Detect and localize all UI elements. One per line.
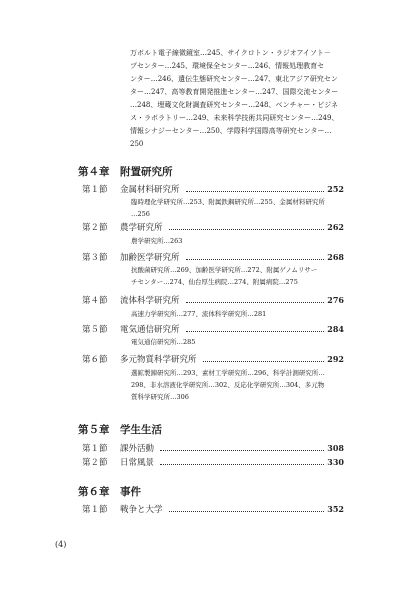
subsection-line: 選鉱製錬研究所…293、素材工学研究所…296、科学計測研究所…: [131, 369, 325, 377]
subsection-line: チセンター…274、仙台厚生病院…274、附属病院…275: [131, 278, 298, 286]
section-entry[interactable]: [82, 221, 344, 233]
subsection-line: 臨時理化学研究所…253、附属鉄鋼研究所…255、金属材料研究所: [131, 198, 325, 206]
section-title: 電気通信研究所: [120, 325, 180, 335]
section-title: 金属材料研究所: [120, 185, 180, 195]
section-title: 多元物質科学研究所: [120, 355, 197, 365]
dot-leader: [160, 450, 324, 451]
section-page: 252: [327, 184, 344, 194]
section-entry[interactable]: [82, 503, 344, 515]
subsection-line: 農学研究所…263: [131, 237, 183, 245]
section-page: 352: [327, 504, 344, 514]
section-title: 課外活動: [120, 444, 155, 454]
section-number: 第２節: [82, 223, 108, 233]
section-number: 第２節: [82, 458, 108, 468]
continued-line: ター…247、高等教育開発推進センター…247、国際交流センター: [130, 88, 339, 96]
section-entry[interactable]: [82, 251, 344, 263]
section-title: 戦争と大学: [120, 505, 163, 515]
section-page: 268: [327, 252, 344, 262]
section-entry[interactable]: [82, 442, 344, 454]
dot-leader: [160, 464, 324, 465]
continued-line: プセンター…245、環境保全センター…246、情報処理教育セ: [130, 62, 325, 70]
chapter-heading: 第５章 学生生活: [78, 424, 162, 436]
section-entry[interactable]: [82, 294, 344, 306]
section-page: 308: [327, 443, 344, 453]
section-page: 276: [327, 295, 344, 305]
dot-leader: [186, 331, 325, 332]
dot-leader: [186, 259, 325, 260]
dot-leader: [186, 191, 325, 192]
section-number: 第１節: [82, 444, 108, 454]
section-number: 第６節: [82, 355, 108, 365]
subsection-line: 298、非水溶液化学研究所…302、反応化学研究所…304、多元物: [131, 381, 325, 389]
dot-leader: [169, 511, 325, 512]
section-number: 第３節: [82, 253, 108, 263]
section-title: 加齢医学研究所: [120, 253, 180, 263]
continued-line: 250: [130, 140, 144, 148]
continued-line: …248、埋蔵文化財調査研究センター…248、ベンチャー・ビジネ: [130, 101, 339, 109]
section-number: 第１節: [82, 185, 108, 195]
chapter-heading: 第６章 事件: [78, 486, 141, 498]
section-title: 農学研究所: [120, 223, 163, 233]
subsection-line: 電気通信研究所…285: [131, 338, 196, 346]
section-entry[interactable]: [82, 183, 344, 195]
continued-line: ンター…246、遺伝生態研究センター…247、東北アジア研究セン: [130, 75, 338, 83]
dot-leader: [169, 229, 325, 230]
section-number: 第１節: [82, 505, 108, 515]
continued-line: 情報シナジーセンター…250、学際科学国際高等研究センター…: [130, 127, 332, 135]
subsection-line: 抗酸菌研究所…269、加齢医学研究所…272、附属ゲノムリサー: [131, 266, 318, 274]
section-page: 284: [327, 324, 344, 334]
subsection-line: 高速力学研究所…277、流体科学研究所…281: [131, 310, 267, 318]
section-entry[interactable]: [82, 323, 344, 335]
continued-line: ス・ラボラトリー…249、未来科学技術共同研究センター…249、: [130, 114, 339, 122]
continued-line: 万ボルト電子線微鏡室…245、サイクロトン・ラジオアイソト－: [130, 49, 331, 57]
section-entry[interactable]: [82, 353, 344, 365]
subsection-line: …256: [131, 210, 150, 218]
section-page: 262: [327, 222, 344, 232]
section-page: 292: [327, 354, 344, 364]
section-page: 330: [327, 457, 344, 467]
page-number: (4): [55, 540, 67, 549]
dot-leader: [186, 302, 325, 303]
section-title: 日常風景: [120, 458, 155, 468]
section-entry[interactable]: [82, 456, 344, 468]
chapter-heading: 第４章 附置研究所: [78, 166, 173, 178]
section-number: 第４節: [82, 296, 108, 306]
section-title: 流体科学研究所: [120, 296, 180, 306]
dot-leader: [203, 361, 325, 362]
subsection-line: 質科学研究所…306: [131, 393, 189, 401]
section-number: 第５節: [82, 325, 108, 335]
